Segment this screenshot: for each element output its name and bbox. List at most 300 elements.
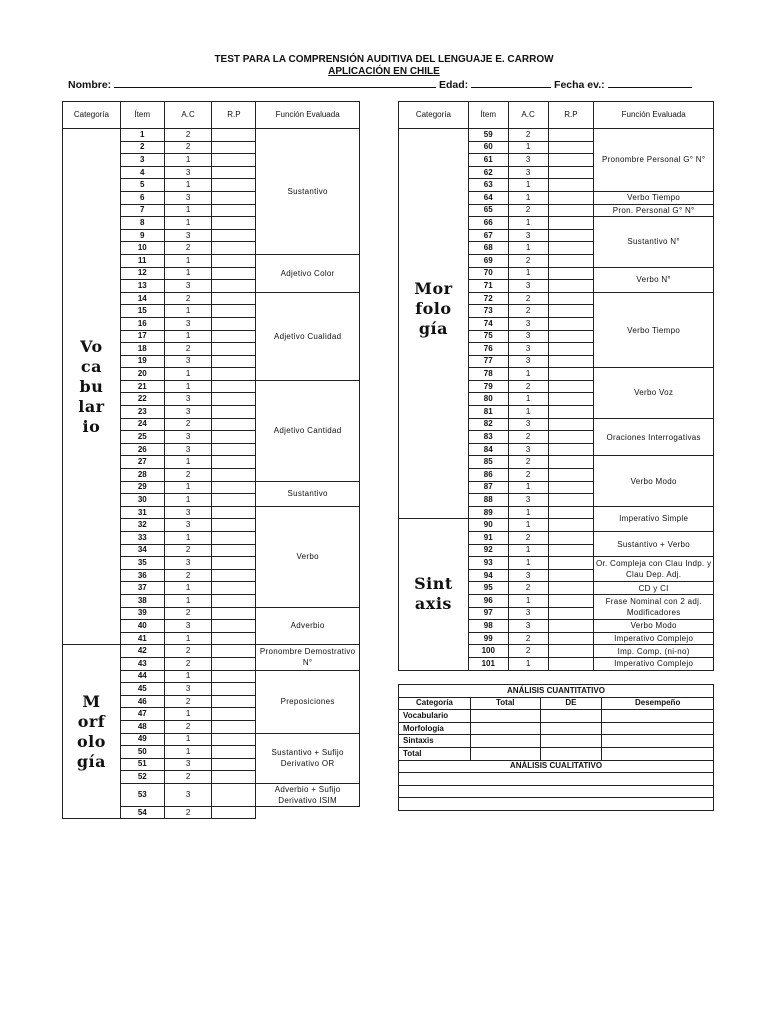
table-row bbox=[399, 129, 714, 142]
cualitativo-line[interactable] bbox=[399, 798, 714, 811]
ac-value: 3 bbox=[164, 557, 212, 570]
test-subtitle: APLICACIÓN EN CHILE bbox=[328, 66, 440, 77]
item-number: 26 bbox=[120, 443, 164, 456]
item-number: 71 bbox=[468, 280, 508, 293]
item-number: 70 bbox=[468, 267, 508, 280]
rp-input-cell[interactable] bbox=[212, 746, 256, 759]
item-number: 19 bbox=[120, 355, 164, 368]
item-number: 15 bbox=[120, 305, 164, 318]
analysis-row-label: Morfología bbox=[399, 722, 471, 735]
item-number: 97 bbox=[468, 607, 508, 620]
rp-input-cell[interactable] bbox=[212, 179, 256, 192]
rp-input-cell[interactable] bbox=[212, 519, 256, 532]
analisis-cuantitativo-title: ANÁLISIS CUANTITATIVO bbox=[399, 685, 714, 698]
function-cell: Imp. Comp. (ni-no) bbox=[594, 645, 714, 658]
ac-value: 1 bbox=[508, 506, 548, 519]
ac-value: 1 bbox=[508, 481, 548, 494]
rp-input-cell[interactable] bbox=[212, 317, 256, 330]
rp-input-cell[interactable] bbox=[548, 305, 594, 318]
item-number: 66 bbox=[468, 217, 508, 230]
function-cell: Sustantivo bbox=[256, 481, 360, 506]
item-number: 20 bbox=[120, 368, 164, 381]
category-cell: Sint axis bbox=[399, 519, 469, 670]
rp-input-cell[interactable] bbox=[548, 620, 594, 633]
rp-input-cell[interactable] bbox=[212, 607, 256, 620]
rp-input-cell[interactable] bbox=[212, 406, 256, 419]
rp-input-cell[interactable] bbox=[548, 632, 594, 645]
rp-input-cell[interactable] bbox=[548, 229, 594, 242]
rp-input-cell[interactable] bbox=[548, 544, 594, 557]
rp-input-cell[interactable] bbox=[212, 355, 256, 368]
rp-input-cell[interactable] bbox=[212, 456, 256, 469]
item-number: 9 bbox=[120, 229, 164, 242]
rp-input-cell[interactable] bbox=[212, 708, 256, 721]
rp-input-cell[interactable] bbox=[212, 380, 256, 393]
rp-input-cell[interactable] bbox=[212, 569, 256, 582]
analysis-header-categoria: Categoría bbox=[399, 697, 471, 710]
rp-input-cell[interactable] bbox=[212, 141, 256, 154]
patient-info-line bbox=[68, 78, 708, 91]
rp-input-cell[interactable] bbox=[548, 418, 594, 431]
item-number: 22 bbox=[120, 393, 164, 406]
item-number: 81 bbox=[468, 406, 508, 419]
item-number: 12 bbox=[120, 267, 164, 280]
function-cell: Verbo Voz bbox=[594, 368, 714, 418]
rp-input-cell[interactable] bbox=[548, 267, 594, 280]
function-cell: Sustantivo + Verbo bbox=[594, 532, 714, 557]
item-number: 83 bbox=[468, 431, 508, 444]
rp-input-cell[interactable] bbox=[548, 280, 594, 293]
rp-input-cell[interactable] bbox=[548, 217, 594, 230]
ac-value: 3 bbox=[508, 443, 548, 456]
rp-input-cell[interactable] bbox=[212, 645, 256, 658]
ac-value: 1 bbox=[508, 141, 548, 154]
ac-value: 1 bbox=[508, 657, 548, 670]
item-number: 6 bbox=[120, 191, 164, 204]
rp-input-cell[interactable] bbox=[548, 204, 594, 217]
function-cell: Verbo Modo bbox=[594, 620, 714, 633]
item-number: 88 bbox=[468, 494, 508, 507]
item-number: 78 bbox=[468, 368, 508, 381]
desempeno-cell[interactable] bbox=[602, 735, 714, 748]
rp-input-cell[interactable] bbox=[212, 267, 256, 280]
cualitativo-line[interactable] bbox=[399, 773, 714, 786]
desempeno-cell[interactable] bbox=[602, 722, 714, 735]
fecha-label: Fecha ev.: bbox=[554, 79, 605, 91]
ac-value: 3 bbox=[164, 758, 212, 771]
col-rp: R.P bbox=[212, 102, 256, 129]
rp-input-cell[interactable] bbox=[212, 217, 256, 230]
rp-input-cell[interactable] bbox=[212, 191, 256, 204]
rp-input-cell[interactable] bbox=[548, 657, 594, 670]
edad-label: Edad: bbox=[439, 79, 469, 91]
item-number: 33 bbox=[120, 532, 164, 545]
item-number: 76 bbox=[468, 343, 508, 356]
rp-input-cell[interactable] bbox=[212, 532, 256, 545]
item-number: 50 bbox=[120, 746, 164, 759]
analysis-row-label: Vocabulario bbox=[399, 710, 471, 723]
item-number: 74 bbox=[468, 317, 508, 330]
analysis-header-desempeno: Desempeño bbox=[602, 697, 714, 710]
rp-input-cell[interactable] bbox=[212, 657, 256, 670]
col-ac: A.C bbox=[508, 102, 548, 129]
rp-input-cell[interactable] bbox=[548, 519, 594, 532]
rp-input-cell[interactable] bbox=[212, 494, 256, 507]
item-number: 43 bbox=[120, 657, 164, 670]
ac-value: 3 bbox=[164, 393, 212, 406]
rp-input-cell[interactable] bbox=[212, 720, 256, 733]
rp-input-cell[interactable] bbox=[212, 204, 256, 217]
ac-value: 2 bbox=[508, 532, 548, 545]
function-cell: Preposiciones bbox=[256, 670, 360, 733]
item-number: 61 bbox=[468, 154, 508, 167]
de-cell[interactable] bbox=[540, 722, 602, 735]
item-number: 30 bbox=[120, 494, 164, 507]
rp-input-cell[interactable] bbox=[548, 494, 594, 507]
rp-input-cell[interactable] bbox=[548, 154, 594, 167]
rp-input-cell[interactable] bbox=[212, 758, 256, 771]
ac-value: 3 bbox=[508, 154, 548, 167]
rp-input-cell[interactable] bbox=[548, 368, 594, 381]
ac-value: 1 bbox=[164, 670, 212, 683]
item-number: 41 bbox=[120, 632, 164, 645]
ac-value: 3 bbox=[508, 418, 548, 431]
ac-value: 2 bbox=[508, 254, 548, 267]
item-number: 46 bbox=[120, 695, 164, 708]
rp-input-cell[interactable] bbox=[548, 645, 594, 658]
rp-input-cell[interactable] bbox=[212, 368, 256, 381]
item-number: 87 bbox=[468, 481, 508, 494]
function-cell: Adjetivo Cantidad bbox=[256, 380, 360, 481]
ac-value: 1 bbox=[164, 456, 212, 469]
item-number: 37 bbox=[120, 582, 164, 595]
ac-value: 2 bbox=[508, 305, 548, 318]
rp-input-cell[interactable] bbox=[548, 393, 594, 406]
item-number: 8 bbox=[120, 217, 164, 230]
ac-value: 1 bbox=[164, 368, 212, 381]
fecha-field[interactable] bbox=[608, 78, 692, 88]
ac-value: 2 bbox=[164, 695, 212, 708]
function-cell: Verbo Tiempo bbox=[594, 292, 714, 368]
rp-input-cell[interactable] bbox=[212, 292, 256, 305]
ac-value: 3 bbox=[164, 506, 212, 519]
item-number: 10 bbox=[120, 242, 164, 255]
total-cell[interactable] bbox=[470, 722, 540, 735]
function-cell: Adverbio + Sufijo Derivativo ISIM bbox=[256, 783, 360, 806]
item-number: 64 bbox=[468, 191, 508, 204]
rp-input-cell[interactable] bbox=[212, 771, 256, 784]
ac-value: 3 bbox=[164, 443, 212, 456]
total-cell[interactable] bbox=[470, 735, 540, 748]
ac-value: 3 bbox=[508, 343, 548, 356]
ac-value: 1 bbox=[508, 594, 548, 607]
rp-input-cell[interactable] bbox=[212, 620, 256, 633]
rp-input-cell[interactable] bbox=[548, 456, 594, 469]
item-number: 98 bbox=[468, 620, 508, 633]
ac-value: 3 bbox=[164, 406, 212, 419]
ac-value: 3 bbox=[164, 355, 212, 368]
rp-input-cell[interactable] bbox=[212, 166, 256, 179]
ac-value: 1 bbox=[164, 733, 212, 746]
ac-value: 2 bbox=[164, 129, 212, 142]
item-number: 96 bbox=[468, 594, 508, 607]
item-number: 38 bbox=[120, 594, 164, 607]
function-cell: Oraciones Interrogativas bbox=[594, 418, 714, 456]
col-categoria: Categoría bbox=[63, 102, 121, 129]
rp-input-cell[interactable] bbox=[548, 469, 594, 482]
cualitativo-line[interactable] bbox=[399, 785, 714, 798]
nombre-label: Nombre: bbox=[68, 79, 112, 91]
total-cell[interactable] bbox=[470, 747, 540, 760]
rp-input-cell[interactable] bbox=[212, 683, 256, 696]
function-cell: Imperativo Simple bbox=[594, 506, 714, 531]
item-number: 100 bbox=[468, 645, 508, 658]
item-number: 11 bbox=[120, 254, 164, 267]
item-number: 5 bbox=[120, 179, 164, 192]
ac-value: 3 bbox=[164, 620, 212, 633]
item-number: 39 bbox=[120, 607, 164, 620]
ac-value: 1 bbox=[164, 594, 212, 607]
rp-input-cell[interactable] bbox=[548, 569, 594, 582]
ac-value: 2 bbox=[164, 720, 212, 733]
item-number: 60 bbox=[468, 141, 508, 154]
rp-input-cell[interactable] bbox=[548, 431, 594, 444]
ac-value: 1 bbox=[508, 519, 548, 532]
item-number: 93 bbox=[468, 557, 508, 570]
ac-value: 1 bbox=[164, 267, 212, 280]
ac-value: 1 bbox=[164, 179, 212, 192]
left-scoring-table bbox=[62, 101, 360, 819]
ac-value: 3 bbox=[508, 355, 548, 368]
col-rp: R.P bbox=[548, 102, 594, 129]
ac-value: 2 bbox=[508, 380, 548, 393]
ac-value: 1 bbox=[164, 380, 212, 393]
item-number: 32 bbox=[120, 519, 164, 532]
ac-value: 1 bbox=[164, 481, 212, 494]
rp-input-cell[interactable] bbox=[548, 355, 594, 368]
analysis-row-label: Total bbox=[399, 747, 471, 760]
item-number: 45 bbox=[120, 683, 164, 696]
function-cell: Or. Compleja con Clau Indp. y Clau Dep. Adj. bbox=[594, 557, 714, 582]
ac-value: 3 bbox=[164, 166, 212, 179]
item-number: 7 bbox=[120, 204, 164, 217]
analysis-header-total: Total bbox=[470, 697, 540, 710]
item-number: 75 bbox=[468, 330, 508, 343]
ac-value: 3 bbox=[164, 317, 212, 330]
ac-value: 2 bbox=[164, 607, 212, 620]
item-number: 84 bbox=[468, 443, 508, 456]
rp-input-cell[interactable] bbox=[212, 418, 256, 431]
ac-value: 1 bbox=[508, 267, 548, 280]
rp-input-cell[interactable] bbox=[548, 582, 594, 595]
rp-input-cell[interactable] bbox=[548, 406, 594, 419]
item-number: 63 bbox=[468, 179, 508, 192]
ac-value: 1 bbox=[508, 191, 548, 204]
item-number: 24 bbox=[120, 418, 164, 431]
rp-input-cell[interactable] bbox=[548, 594, 594, 607]
rp-input-cell[interactable] bbox=[212, 254, 256, 267]
rp-input-cell[interactable] bbox=[212, 733, 256, 746]
item-number: 53 bbox=[120, 783, 164, 806]
rp-input-cell[interactable] bbox=[212, 431, 256, 444]
ac-value: 1 bbox=[164, 330, 212, 343]
rp-input-cell[interactable] bbox=[212, 481, 256, 494]
rp-input-cell[interactable] bbox=[212, 330, 256, 343]
item-number: 40 bbox=[120, 620, 164, 633]
rp-input-cell[interactable] bbox=[212, 783, 256, 806]
ac-value: 1 bbox=[164, 154, 212, 167]
item-number: 47 bbox=[120, 708, 164, 721]
ac-value: 1 bbox=[508, 393, 548, 406]
col-item: Ítem bbox=[120, 102, 164, 129]
col-categoria: Categoría bbox=[399, 102, 469, 129]
rp-input-cell[interactable] bbox=[212, 506, 256, 519]
function-cell: Frase Nominal con 2 adj. Modificadores bbox=[594, 594, 714, 619]
rp-input-cell[interactable] bbox=[212, 443, 256, 456]
function-cell: Verbo Tiempo bbox=[594, 191, 714, 204]
rp-input-cell[interactable] bbox=[548, 380, 594, 393]
ac-value: 3 bbox=[164, 783, 212, 806]
item-number: 2 bbox=[120, 141, 164, 154]
item-number: 85 bbox=[468, 456, 508, 469]
ac-value: 2 bbox=[508, 292, 548, 305]
item-number: 69 bbox=[468, 254, 508, 267]
rp-input-cell[interactable] bbox=[548, 141, 594, 154]
rp-input-cell[interactable] bbox=[212, 229, 256, 242]
rp-input-cell[interactable] bbox=[212, 695, 256, 708]
desempeno-cell[interactable] bbox=[602, 710, 714, 723]
ac-value: 3 bbox=[164, 280, 212, 293]
ac-value: 3 bbox=[508, 166, 548, 179]
rp-input-cell[interactable] bbox=[548, 254, 594, 267]
ac-value: 3 bbox=[508, 494, 548, 507]
rp-input-cell[interactable] bbox=[548, 557, 594, 570]
ac-value: 2 bbox=[164, 343, 212, 356]
edad-field[interactable] bbox=[471, 78, 551, 88]
rp-input-cell[interactable] bbox=[212, 557, 256, 570]
rp-input-cell[interactable] bbox=[212, 305, 256, 318]
category-cell: M orf olo gía bbox=[63, 645, 121, 819]
function-cell: Pronombre Demostrativo N° bbox=[256, 645, 360, 670]
rp-input-cell[interactable] bbox=[212, 670, 256, 683]
function-cell: Imperativo Complejo bbox=[594, 657, 714, 670]
col-funcion: Función Evaluada bbox=[594, 102, 714, 129]
rp-input-cell[interactable] bbox=[548, 330, 594, 343]
ac-value: 3 bbox=[164, 191, 212, 204]
function-cell: Adverbio bbox=[256, 607, 360, 645]
category-cell: Vo ca bu lar io bbox=[63, 129, 121, 645]
ac-value: 1 bbox=[508, 242, 548, 255]
rp-input-cell[interactable] bbox=[548, 317, 594, 330]
ac-value: 2 bbox=[164, 141, 212, 154]
item-number: 92 bbox=[468, 544, 508, 557]
rp-input-cell[interactable] bbox=[548, 443, 594, 456]
rp-input-cell[interactable] bbox=[548, 343, 594, 356]
rp-input-cell[interactable] bbox=[548, 292, 594, 305]
ac-value: 1 bbox=[164, 305, 212, 318]
item-number: 4 bbox=[120, 166, 164, 179]
ac-value: 2 bbox=[164, 657, 212, 670]
function-cell: Verbo N° bbox=[594, 267, 714, 292]
item-number: 65 bbox=[468, 204, 508, 217]
rp-input-cell[interactable] bbox=[212, 129, 256, 142]
rp-input-cell[interactable] bbox=[212, 469, 256, 482]
nombre-field[interactable] bbox=[114, 78, 436, 88]
item-number: 91 bbox=[468, 532, 508, 545]
ac-value: 3 bbox=[508, 330, 548, 343]
rp-input-cell[interactable] bbox=[548, 191, 594, 204]
item-number: 25 bbox=[120, 431, 164, 444]
ac-value: 1 bbox=[508, 544, 548, 557]
ac-value: 3 bbox=[164, 519, 212, 532]
rp-input-cell[interactable] bbox=[548, 607, 594, 620]
ac-value: 2 bbox=[164, 544, 212, 557]
rp-input-cell[interactable] bbox=[548, 506, 594, 519]
rp-input-cell[interactable] bbox=[212, 632, 256, 645]
rp-input-cell[interactable] bbox=[212, 806, 256, 819]
item-number: 21 bbox=[120, 380, 164, 393]
ac-value: 2 bbox=[164, 771, 212, 784]
item-number: 59 bbox=[468, 129, 508, 142]
test-title: TEST PARA LA COMPRENSIÓN AUDITIVA DEL LENGUAJE E. CARROW bbox=[214, 54, 554, 65]
item-number: 82 bbox=[468, 418, 508, 431]
rp-input-cell[interactable] bbox=[548, 179, 594, 192]
ac-value: 1 bbox=[164, 708, 212, 721]
desempeno-cell[interactable] bbox=[602, 747, 714, 760]
rp-input-cell[interactable] bbox=[212, 343, 256, 356]
de-cell[interactable] bbox=[540, 710, 602, 723]
ac-value: 3 bbox=[508, 607, 548, 620]
item-number: 79 bbox=[468, 380, 508, 393]
item-number: 34 bbox=[120, 544, 164, 557]
ac-value: 1 bbox=[508, 406, 548, 419]
item-number: 44 bbox=[120, 670, 164, 683]
total-cell[interactable] bbox=[470, 710, 540, 723]
ac-value: 2 bbox=[164, 469, 212, 482]
item-number: 77 bbox=[468, 355, 508, 368]
ac-value: 2 bbox=[508, 632, 548, 645]
item-number: 23 bbox=[120, 406, 164, 419]
rp-input-cell[interactable] bbox=[548, 532, 594, 545]
item-number: 62 bbox=[468, 166, 508, 179]
item-number: 89 bbox=[468, 506, 508, 519]
rp-input-cell[interactable] bbox=[212, 242, 256, 255]
item-number: 72 bbox=[468, 292, 508, 305]
rp-input-cell[interactable] bbox=[548, 166, 594, 179]
ac-value: 2 bbox=[164, 418, 212, 431]
item-number: 49 bbox=[120, 733, 164, 746]
rp-input-cell[interactable] bbox=[212, 544, 256, 557]
ac-value: 2 bbox=[164, 645, 212, 658]
ac-value: 2 bbox=[508, 204, 548, 217]
rp-input-cell[interactable] bbox=[548, 129, 594, 142]
ac-value: 1 bbox=[508, 368, 548, 381]
rp-input-cell[interactable] bbox=[212, 582, 256, 595]
item-number: 95 bbox=[468, 582, 508, 595]
function-cell: Sustantivo bbox=[256, 129, 360, 255]
de-cell[interactable] bbox=[540, 735, 602, 748]
rp-input-cell[interactable] bbox=[548, 481, 594, 494]
ac-value: 2 bbox=[164, 242, 212, 255]
rp-input-cell[interactable] bbox=[212, 594, 256, 607]
rp-input-cell[interactable] bbox=[548, 242, 594, 255]
de-cell[interactable] bbox=[540, 747, 602, 760]
rp-input-cell[interactable] bbox=[212, 154, 256, 167]
ac-value: 1 bbox=[164, 494, 212, 507]
rp-input-cell[interactable] bbox=[212, 393, 256, 406]
item-number: 14 bbox=[120, 292, 164, 305]
rp-input-cell[interactable] bbox=[212, 280, 256, 293]
